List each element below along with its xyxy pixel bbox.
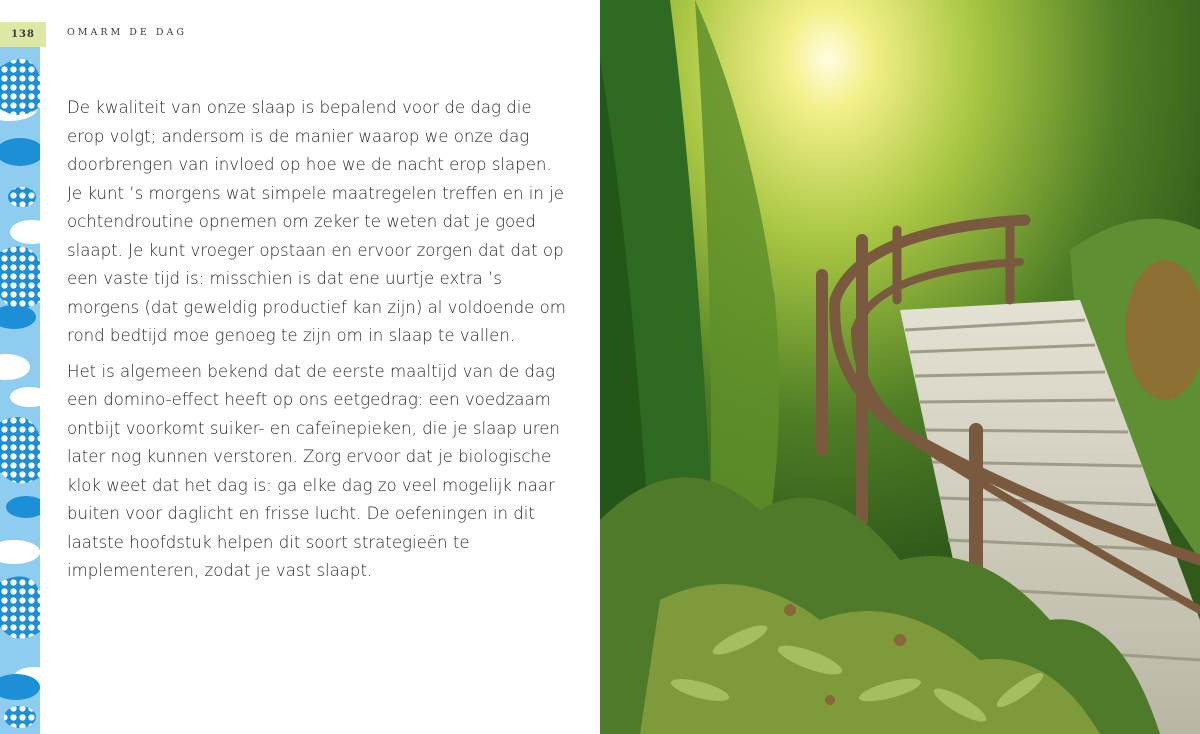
body-text	[67, 94, 567, 593]
page-number: 138	[0, 22, 46, 47]
paragraph: De kwaliteit van onze slaap is bepalend voor de dag die erop volgt; andersom is de manier waarop we onze dag doorbrengen van invloed op hoe we de nacht erop slapen. Je kunt ’s morgens wat simpele maatregelen treffen en in je ochtendroutine opnemen om zeker te weten dat je goed slaapt. Je kunt vroeger opstaan en ervoor zorgen dat dat op een vaste tijd is: misschien is dat ene uurtje extra ’s morgens (dat geweldig productief kan zijn) al voldoende om rond bedtijd moe genoeg te zijn om in slaap te vallen.	[67, 98, 566, 345]
decorative-pattern-strip	[0, 47, 40, 734]
paragraph: Het is algemeen bekend dat de eerste maaltijd van de dag een domino-effect heeft op ons eetgedrag: een voedzaam ontbijt voorkomt suiker- en cafeïnepieken, die je slaap uren later nog kunnen verstoren. Zorg ervoor dat je biologische klok weet dat het dag is: ga elke dag zo veel mogelijk naar buiten voor daglicht en frisse lucht. De oefeningen in dit laatste hoofdstuk helpen dit soort strategieën te implementeren, zodat je vast slaapt.	[67, 361, 560, 580]
garden-stairs-photo	[600, 0, 1200, 734]
running-head: OMARM DE DAG	[67, 27, 187, 38]
